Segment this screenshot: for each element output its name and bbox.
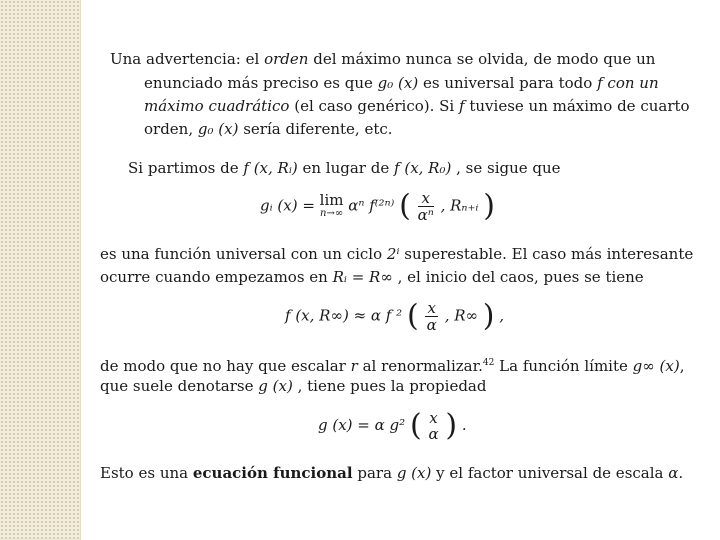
eq1-fraction [418,190,434,223]
math-2i: 2ⁱ [386,245,400,263]
math-gx: g (x) [396,464,432,482]
emph-con-un: con un [607,74,659,92]
text: sería diferente, etc. [243,120,393,138]
para4-line [100,462,683,485]
text: el [245,50,260,68]
math-f: f [459,97,465,115]
eq2-fraction [425,300,437,333]
text: La función límite [499,357,628,375]
text: enunciado más preciso es que [144,74,373,92]
math-fxR0: f (x, R₀) [394,159,452,177]
warning-label: Una advertencia: [110,50,241,68]
equation-2 [285,300,504,333]
equation-3 [318,410,467,442]
para3-line-2 [100,375,486,398]
math-r: r [350,357,358,375]
eq2-tail: , R∞ [444,306,479,325]
eq1-lim-sub: n→∞ [320,207,344,219]
eq1-tail: , Rₙ₊ᵢ [440,196,479,215]
text: , se sigue que [456,159,561,177]
document-page [100,0,700,540]
para1-line [128,157,561,180]
paren-close: ) [482,298,495,334]
eq1-mid: αⁿ f⁽²ⁿ⁾ [348,196,395,215]
text: del máximo nunca se olvida, de modo que un [313,50,656,68]
emph-maximo-cuadratico: máximo cuadrático [144,97,290,115]
math-g0x: g₀ (x) [197,120,239,138]
eq1-num: x [418,190,434,207]
text: tuviese un máximo de cuarto [469,97,690,115]
warning-line-4 [144,118,393,141]
text: Esto es una [100,464,189,482]
text: y el factor universal de escala [436,464,664,482]
emph-orden: orden [264,50,309,68]
math-f: f [597,74,603,92]
text: Si partimos de [128,159,239,177]
eq1-limit [319,190,344,221]
eq2-lhs: f (x, R∞) ≈ α f ² [285,306,403,325]
eq3-den: α [428,425,439,443]
eq1-lhs: gᵢ (x) = [260,196,315,215]
text: al renormalizar. [362,357,483,375]
eq1-lim: lim [319,190,344,209]
eq1-den: αⁿ [417,206,434,224]
math-ginf: g∞ (x) [632,357,680,375]
text: para [357,464,393,482]
warning-line-3 [144,95,690,118]
paren-close: ) [445,408,458,443]
text: orden, [144,120,194,138]
paren-open: ( [409,408,422,443]
text: , tiene pues la propiedad [297,377,487,395]
equation-1 [260,190,495,223]
eq2-num: x [427,299,436,317]
eq2-end: , [499,306,505,325]
text: en lugar de [302,159,390,177]
warning-line-1 [110,48,655,71]
footnote-mark: 42 [482,358,495,368]
text: (el caso genérico). Si [294,97,455,115]
math-Ri-eq: Rᵢ = R∞ [332,268,393,286]
eq2-den: α [426,316,437,334]
para3-line-1: de modo que no hay que escalar r al renormalizar.$^{42}$ La función límite g∞ (x), [100,357,685,375]
decorative-sidebar [0,0,81,540]
text: , el inicio del caos, pues se tiene [397,268,644,286]
eq3-fraction [428,410,438,442]
math-alpha: α. [668,464,684,482]
eq3-lhs: g (x) = α g² [318,416,406,434]
math-gx: g (x) [258,377,293,395]
text: que suele denotarse [100,377,254,395]
math-g0x: g₀ (x) [377,74,419,92]
paren-open: ( [399,188,411,224]
para2-line-2 [100,266,644,289]
text: superestable. El caso más interesante [404,245,694,263]
paren-open: ( [406,298,419,334]
text: es universal para todo [422,74,593,92]
text: es una función universal con un ciclo [100,245,383,263]
eq3-num: x [429,409,438,427]
math-fxRi: f (x, Rᵢ) [243,159,298,177]
eq3-end: . [461,416,467,434]
para2-line-1 [100,243,693,266]
emph-ecuacion-funcional: ecuación funcional [192,464,353,482]
warning-line-2 [144,72,659,95]
paren-close: ) [483,188,495,224]
text: ocurre cuando empezamos en [100,268,328,286]
text: de modo que no hay que escalar [100,357,346,375]
